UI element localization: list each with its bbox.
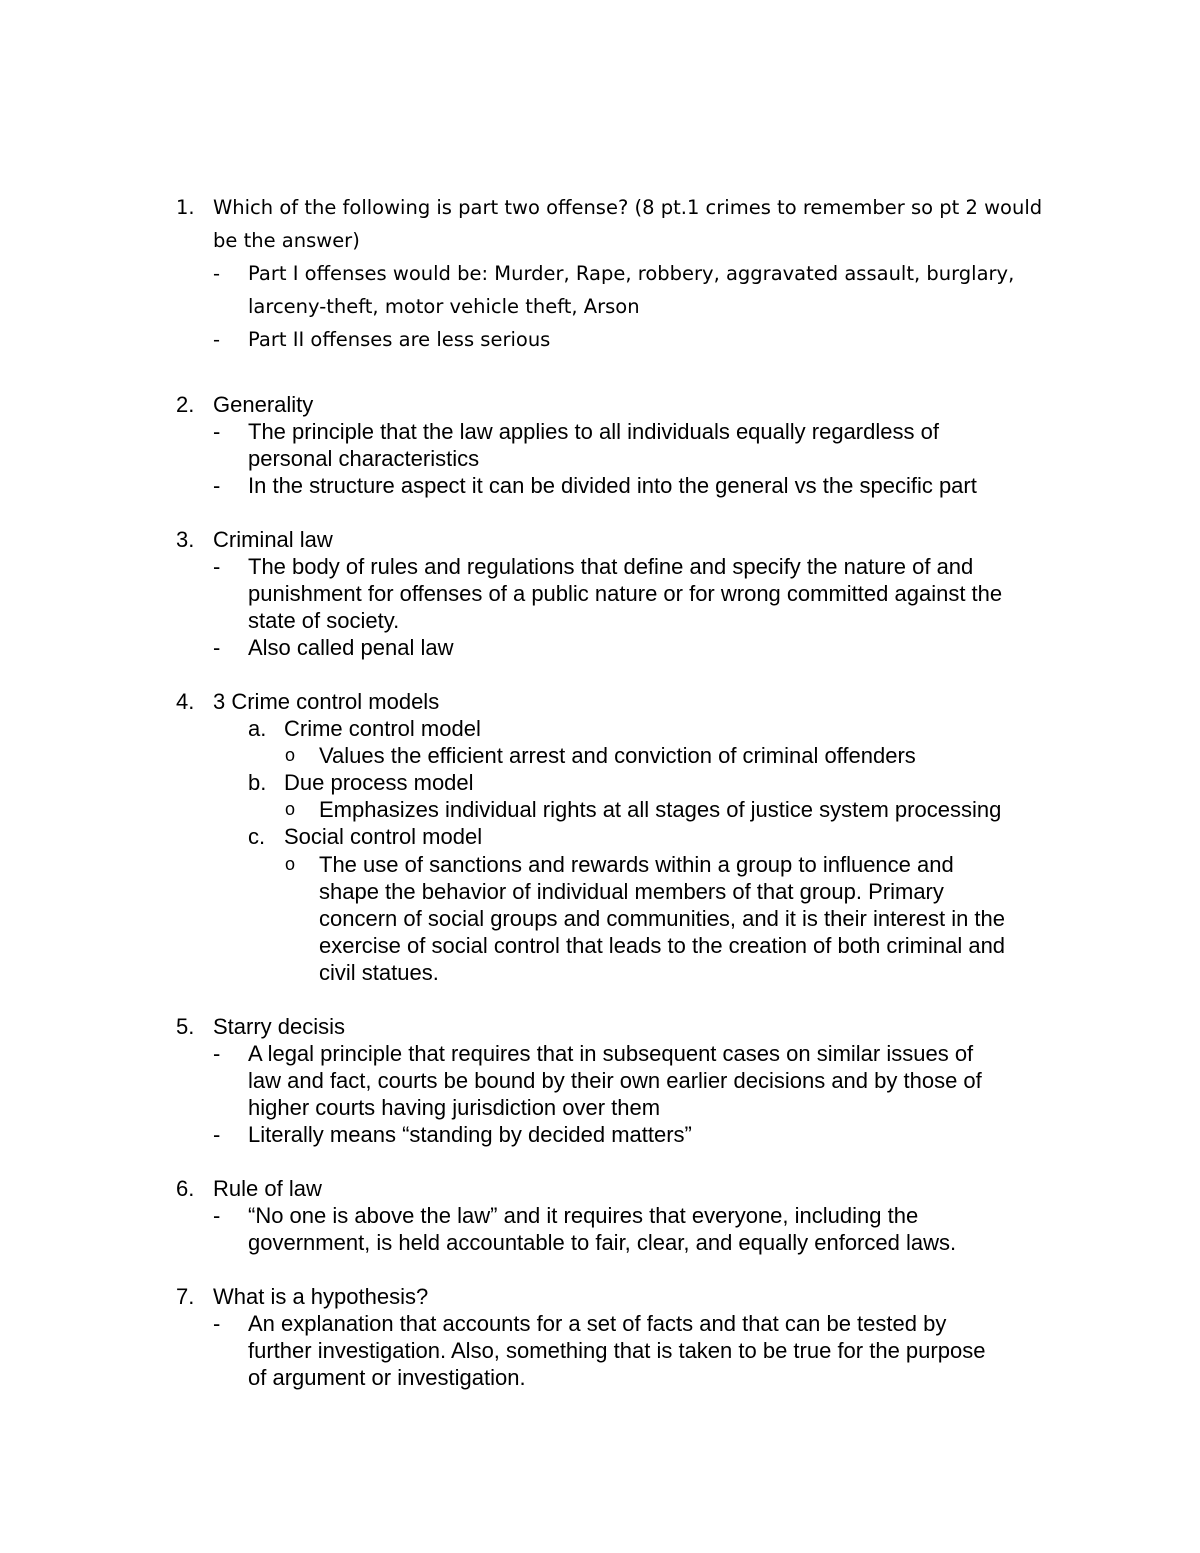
dash-marker: - bbox=[213, 1041, 221, 1066]
subitem-text-line: shape the behavior of individual members of that group. Primary bbox=[319, 879, 944, 904]
circle-bullet-icon: o bbox=[285, 799, 296, 819]
item-title: 3 Crime control models bbox=[213, 689, 440, 714]
subitem-text-line: exercise of social control that leads to the creation of both criminal and bbox=[319, 933, 1006, 958]
dash-marker: - bbox=[213, 554, 221, 579]
circle-bullet-icon: o bbox=[285, 854, 296, 874]
subitem-text-line: concern of social groups and communities, and it is their interest in the bbox=[319, 906, 1006, 931]
subitem-label: a. bbox=[248, 716, 267, 741]
bullet-text-line: personal characteristics bbox=[248, 446, 480, 471]
bullet-text-line: The principle that the law applies to all individuals equally regardless of bbox=[248, 419, 939, 444]
subitem-text-line: Values the efficient arrest and conviction of criminal offenders bbox=[319, 743, 916, 768]
item-title-line: be the answer) bbox=[213, 229, 360, 252]
dash-marker: - bbox=[213, 1203, 221, 1228]
bullet-text-line: The body of rules and regulations that define and specify the nature of and bbox=[248, 554, 974, 579]
item-title: Starry decisis bbox=[213, 1014, 346, 1039]
bullet-text-line: state of society. bbox=[248, 608, 400, 633]
subitem-title: Due process model bbox=[284, 770, 474, 795]
dash-marker: - bbox=[213, 1122, 221, 1147]
item-number: 2. bbox=[176, 392, 195, 417]
bullet-text-line: larceny-theft, motor vehicle theft, Arson bbox=[248, 295, 640, 318]
item-title-line: Which of the following is part two offense? (8 pt.1 crimes to remember so pt 2 would bbox=[213, 196, 1043, 219]
bullet-text-line: punishment for offenses of a public nature or for wrong committed against the bbox=[248, 581, 1003, 606]
circle-bullet-icon: o bbox=[285, 745, 296, 765]
bullet-text-line: In the structure aspect it can be divided into the general vs the specific part bbox=[248, 473, 977, 498]
bullet-text-line: government, is held accountable to fair, clear, and equally enforced laws. bbox=[248, 1230, 957, 1255]
subitem-title: Social control model bbox=[284, 824, 483, 849]
item-title: What is a hypothesis? bbox=[213, 1284, 429, 1309]
item-number: 1. bbox=[176, 196, 195, 219]
item-number: 5. bbox=[176, 1014, 195, 1039]
dash-marker: - bbox=[213, 262, 221, 285]
dash-marker: - bbox=[213, 328, 221, 351]
dash-marker: - bbox=[213, 635, 221, 660]
item-number: 4. bbox=[176, 689, 195, 714]
bullet-text-line: Also called penal law bbox=[248, 635, 454, 660]
item-title: Rule of law bbox=[213, 1176, 322, 1201]
dash-marker: - bbox=[213, 419, 221, 444]
subitem-label: c. bbox=[248, 824, 266, 849]
bullet-text-line: higher courts having jurisdiction over them bbox=[248, 1095, 661, 1120]
subitem-label: b. bbox=[248, 770, 267, 795]
bullet-text-line: of argument or investigation. bbox=[248, 1365, 526, 1390]
bullet-text-line: A legal principle that requires that in subsequent cases on similar issues of bbox=[248, 1041, 974, 1066]
item-number: 7. bbox=[176, 1284, 195, 1309]
bullet-text-line: Part I offenses would be: Murder, Rape, robbery, aggravated assault, burglary, bbox=[248, 262, 1015, 285]
subitem-text-line: Emphasizes individual rights at all stages of justice system processing bbox=[319, 797, 1002, 822]
subitem-text-line: The use of sanctions and rewards within a group to influence and bbox=[319, 852, 954, 877]
item-number: 6. bbox=[176, 1176, 195, 1201]
bullet-text-line: further investigation. Also, something that is taken to be true for the purpose bbox=[248, 1338, 986, 1363]
subitem-title: Crime control model bbox=[284, 716, 481, 741]
bullet-text-line: Part II offenses are less serious bbox=[248, 328, 551, 351]
bullet-text-line: An explanation that accounts for a set of facts and that can be tested by bbox=[248, 1311, 947, 1336]
item-title: Criminal law bbox=[213, 527, 333, 552]
item-number: 3. bbox=[176, 527, 195, 552]
dash-marker: - bbox=[213, 1311, 221, 1336]
bullet-text-line: “No one is above the law” and it requires that everyone, including the bbox=[248, 1203, 919, 1228]
dash-marker: - bbox=[213, 473, 221, 498]
bullet-text-line: law and fact, courts be bound by their own earlier decisions and by those of bbox=[248, 1068, 982, 1093]
bullet-text-line: Literally means “standing by decided matters” bbox=[248, 1122, 692, 1147]
item-title: Generality bbox=[213, 392, 314, 417]
subitem-text-line: civil statues. bbox=[319, 960, 439, 985]
